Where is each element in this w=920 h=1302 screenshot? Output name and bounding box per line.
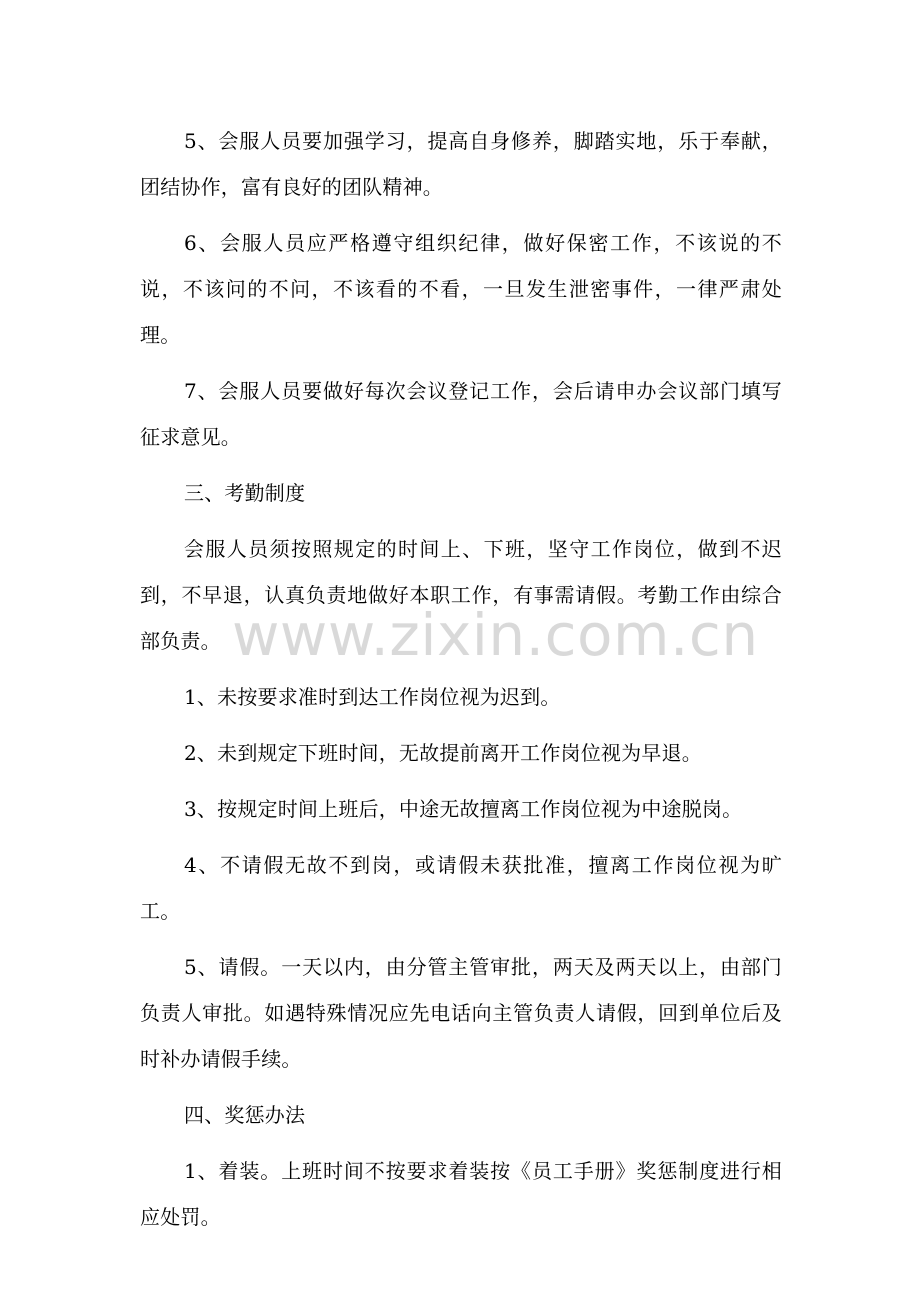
paragraph-item-3-absence-midway: 3、按规定时间上班后，中途无故擅离工作岗位视为中途脱岗。	[184, 797, 743, 821]
paragraph-item-4-absenteeism: 4、不请假无故不到岗，或请假未获批准，擅离工作岗位视为旷工。	[140, 853, 782, 923]
paragraph-item-6-discipline: 6、会服人员应严格遵守组织纪律，做好保密工作，不该说的不说，不该问的不问，不该看的不看，一旦发生泄密事件，一律严肃处理。	[140, 231, 782, 347]
section-heading-rewards-penalties: 四、奖惩办法	[184, 1103, 306, 1127]
section-heading-attendance: 三、考勤制度	[184, 481, 306, 505]
paragraph-item-2-early-leave: 2、未到规定下班时间，无故提前离开工作岗位视为早退。	[184, 741, 702, 765]
paragraph-item-7-registration: 7、会服人员要做好每次会议登记工作，会后请申办会议部门填写征求意见。	[140, 379, 782, 449]
paragraph-item-5-learning: 5、会服人员要加强学习，提高自身修养，脚踏实地，乐于奉献，团结协作，富有良好的团队精神。	[140, 129, 782, 199]
paragraph-item-1-dress: 1、着装。上班时间不按要求着装按《员工手册》奖惩制度进行相应处罚。	[140, 1159, 782, 1229]
paragraph-attendance-intro: 会服人员须按照规定的时间上、下班，坚守工作岗位，做到不迟到，不早退，认真负责地做好本职工作，有事需请假。考勤工作由综合部负责。	[140, 537, 782, 653]
paragraph-item-5-leave: 5、请假。一天以内，由分管主管审批，两天及两天以上，由部门负责人审批。如遇特殊情况应先电话向主管负责人请假，回到单位后及时补办请假手续。	[140, 955, 782, 1071]
paragraph-item-1-late: 1、未按要求准时到达工作岗位视为迟到。	[184, 685, 561, 709]
document-body	[140, 118, 782, 1250]
watermark-text: www.zixin.com.cn	[232, 601, 759, 669]
